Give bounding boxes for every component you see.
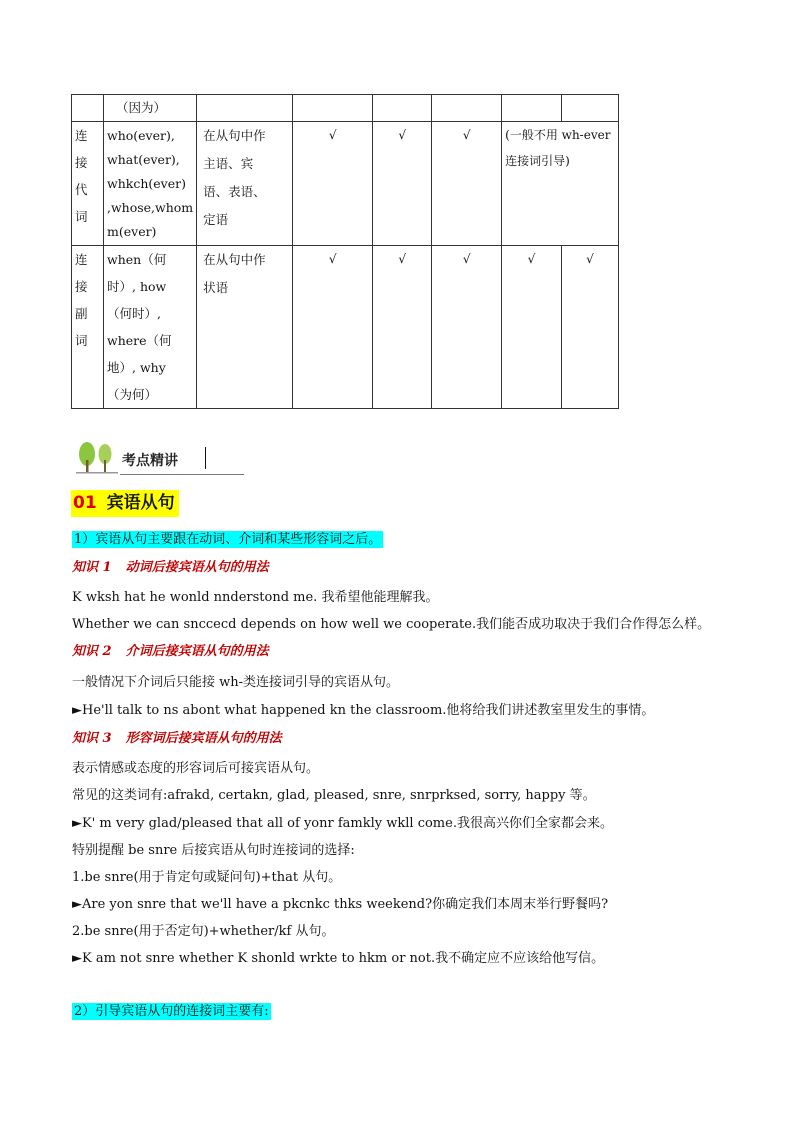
knowledge-label: 知识 2 (72, 644, 112, 659)
function-line: 主语、宾 (203, 156, 254, 171)
type-char: 词 (75, 209, 88, 224)
table-row (72, 95, 619, 122)
word-cell (104, 122, 197, 246)
conjunction-table (71, 94, 619, 409)
note-cell (502, 122, 619, 246)
type-char: 代 (75, 182, 88, 197)
word-line: who(ever), (107, 128, 175, 143)
description: 表示情感或态度的形容词后可接宾语从句。 (72, 761, 320, 776)
example-sentence: Whether we can snccecd depends on how well we cooperate.我们能否成功取决于我们合作得怎么样。 (72, 617, 711, 632)
table-cell (432, 95, 502, 122)
knowledge-heading (72, 556, 269, 575)
function-cell (197, 246, 293, 409)
function-line: 状语 (203, 280, 229, 295)
word-line: what(ever), (107, 152, 180, 167)
check-mark: √ (432, 246, 502, 409)
word-line: when（何 (107, 252, 167, 267)
section-heading (71, 490, 179, 517)
point-1 (72, 528, 383, 547)
knowledge-label: 知识 1 (72, 560, 112, 575)
example-sentence: K wksh hat he wonld nnderstond me. 我希望他能理解我。 (72, 590, 439, 605)
example-sentence: ►K am not snre whether K shonld wrkte to hkm or not.我不确定应不应该给他写信。 (72, 951, 605, 966)
word-line: whkch(ever) (107, 176, 186, 191)
word-line: 地）, why (107, 360, 166, 375)
knowledge-heading (72, 640, 269, 659)
section-header (74, 438, 214, 478)
type-char: 副 (75, 306, 88, 321)
divider (120, 474, 244, 475)
type-char: 连 (75, 128, 88, 143)
example-sentence: ►K' m very glad/pleased that all of yonr famkly wkll come.我很高兴你们全家都会来。 (72, 816, 613, 831)
word-text: （因为） (116, 100, 167, 115)
rule: 2.be snre(用于否定句)+whether/kf 从句。 (72, 924, 335, 939)
type-cell (72, 122, 104, 246)
table-cell (293, 95, 373, 122)
check-mark: √ (293, 122, 373, 246)
word-cell (104, 246, 197, 409)
table-cell (197, 95, 293, 122)
knowledge-title: 介词后接宾语从句的用法 (125, 644, 269, 659)
check-mark: √ (502, 246, 562, 409)
common-words: 常见的这类词有:afrakd, certakn, glad, pleased, snre, snrprksed, sorry, happy 等。 (72, 788, 596, 803)
word-line: ,whose,whom (107, 200, 194, 215)
highlighted-point: 2）引导宾语从句的连接词主要有: (74, 1004, 269, 1019)
type-char: 词 (75, 333, 88, 348)
function-line: 语、表语、 (203, 184, 266, 199)
table-cell (373, 95, 432, 122)
word-line: where（何 (107, 333, 172, 348)
note-text: (一般不用 wh-ever 连接词引导) (505, 128, 611, 168)
word-line: （为何） (107, 387, 158, 402)
text-cursor (205, 447, 206, 469)
table-row (72, 122, 619, 246)
table-cell (502, 95, 562, 122)
word-cell (104, 95, 197, 122)
type-char: 接 (75, 155, 88, 170)
section-title: 考点精讲 (122, 453, 178, 469)
table-cell (561, 95, 618, 122)
function-cell (197, 122, 293, 246)
function-line: 在从句中作 (203, 252, 266, 267)
heading-number: 01 (73, 493, 97, 513)
knowledge-title: 形容词后接宾语从句的用法 (125, 731, 282, 746)
highlighted-point: 1）宾语从句主要跟在动词、介词和某些形容词之后。 (74, 532, 382, 547)
knowledge-heading (72, 727, 282, 746)
heading-text: 宾语从句 (106, 493, 175, 513)
function-line: 在从句中作 (203, 128, 266, 143)
description: 一般情况下介词后只能接 wh-类连接词引导的宾语从句。 (72, 675, 400, 690)
check-mark: √ (293, 246, 373, 409)
tree-icon (74, 440, 120, 474)
word-line: m(ever) (107, 224, 157, 239)
check-mark: √ (373, 246, 432, 409)
table-row (72, 246, 619, 409)
table-cell (72, 95, 104, 122)
word-line: 时）, how (107, 279, 167, 294)
rule: 1.be snre(用于肯定句或疑问句)+that 从句。 (72, 870, 342, 885)
point-2 (72, 1000, 271, 1019)
word-line: （何时）, (107, 306, 161, 321)
check-mark: √ (432, 122, 502, 246)
example-sentence: ►Are yon snre that we'll have a pkcnkc thks weekend?你确定我们本周末举行野餐吗? (72, 897, 609, 912)
example-sentence: ►He'll talk to ns abont what happened kn the classroom.他将给我们讲述教室里发生的事情。 (72, 703, 655, 718)
knowledge-title: 动词后接宾语从句的用法 (125, 560, 269, 575)
type-cell (72, 246, 104, 409)
special-note: 特别提醒 be snre 后接宾语从句时连接词的选择: (72, 843, 355, 858)
type-char: 连 (75, 252, 88, 267)
knowledge-label: 知识 3 (72, 731, 112, 746)
function-line: 定语 (203, 212, 229, 227)
check-mark: √ (561, 246, 618, 409)
check-mark: √ (373, 122, 432, 246)
type-char: 接 (75, 279, 88, 294)
